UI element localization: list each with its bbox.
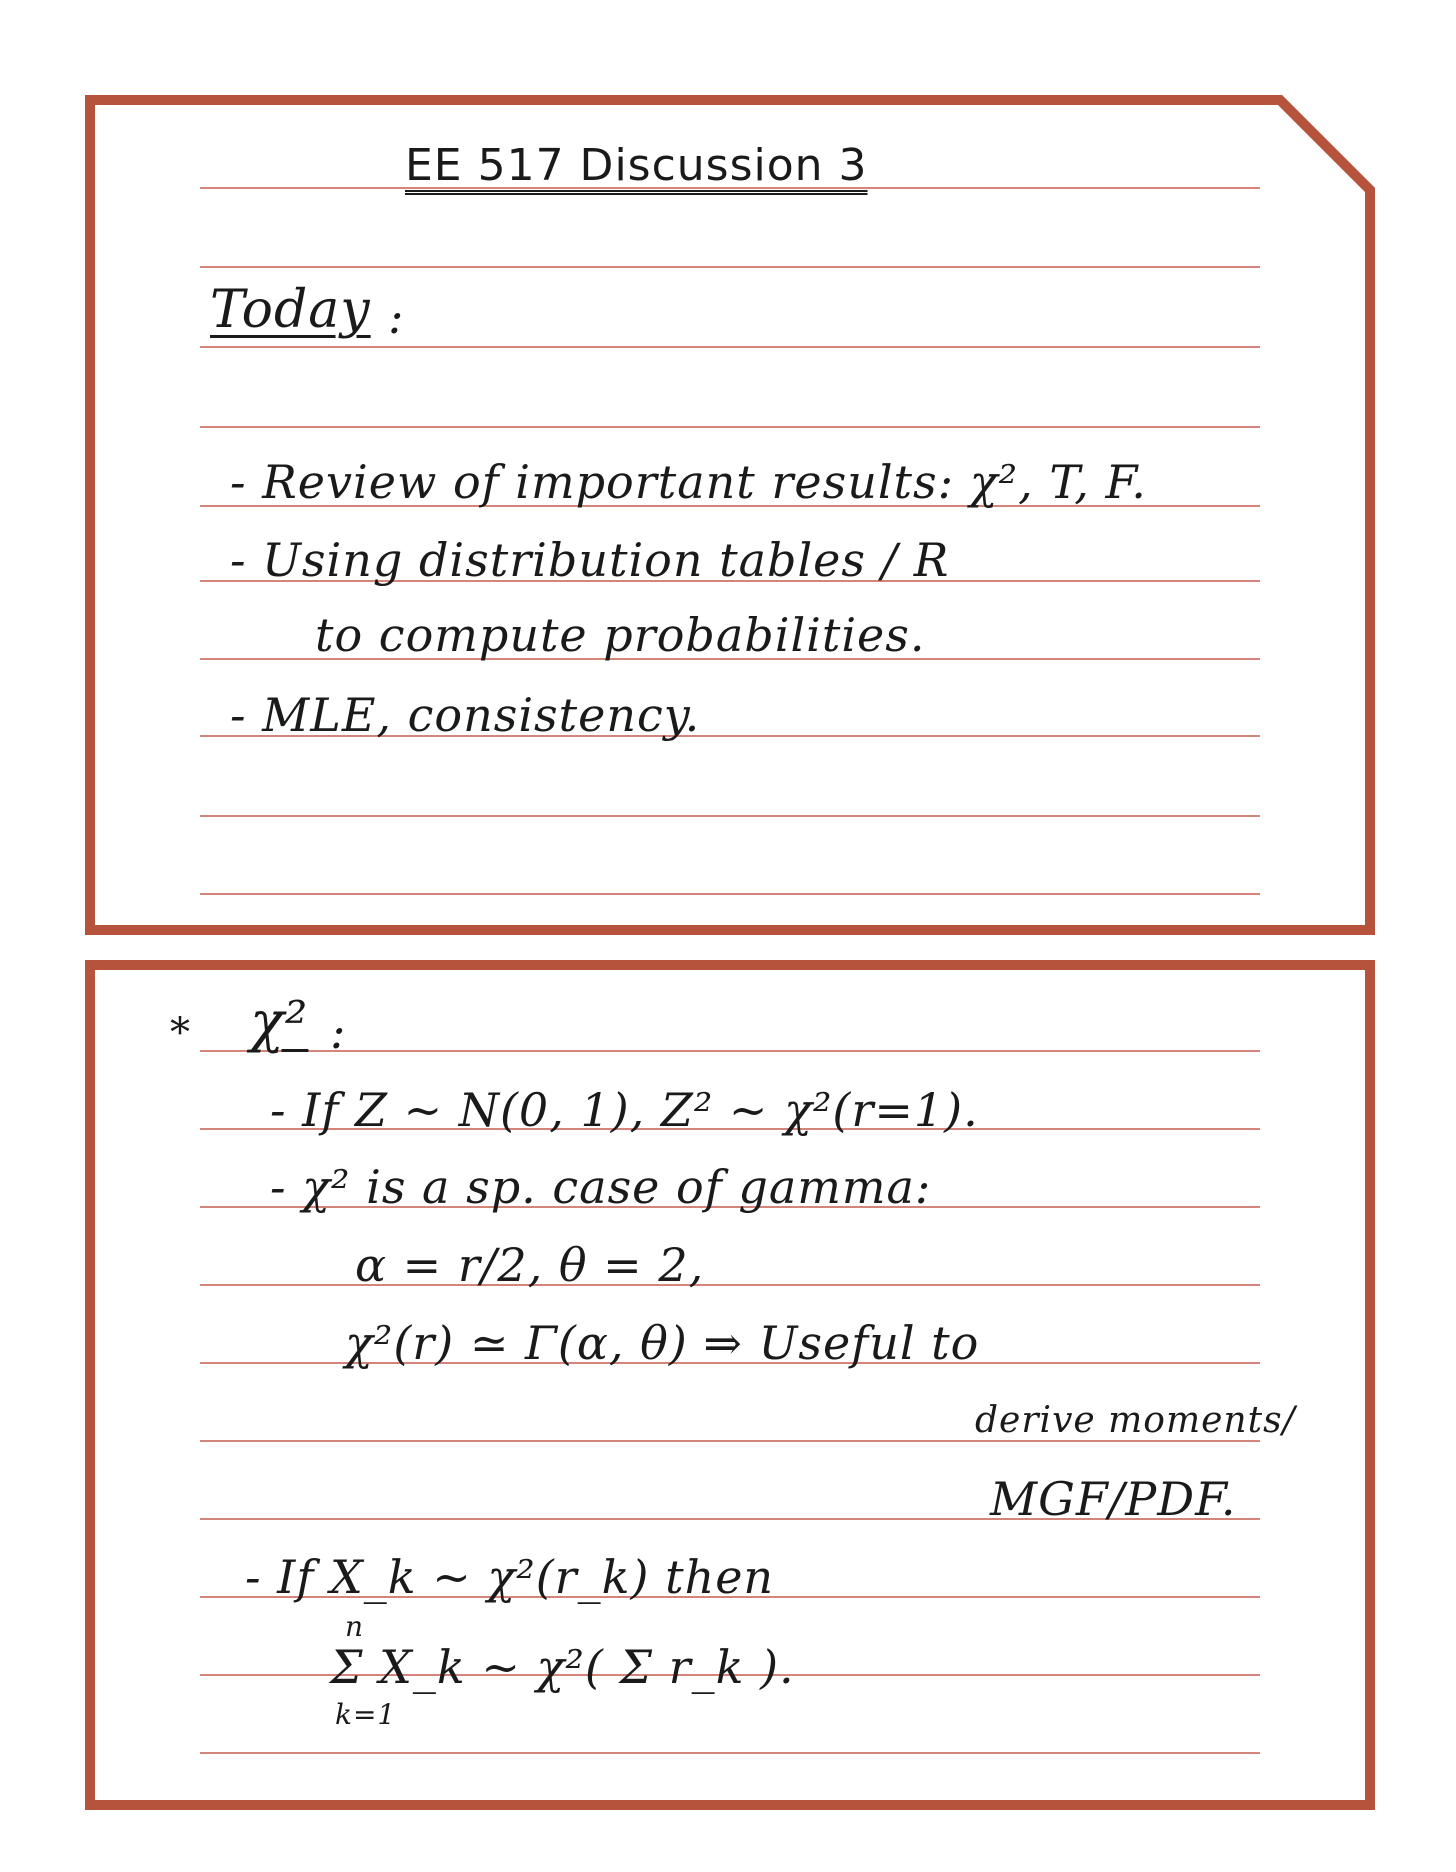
note-line-sum-condition: - If X_k ~ χ²(r_k) then <box>245 1550 775 1604</box>
note-line-mgf: MGF/PDF. <box>990 1472 1237 1526</box>
note-line-normal: - If Z ~ N(0, 1), Z² ~ χ²(r=1). <box>270 1083 979 1137</box>
agenda-item-review: - Review of important results: χ², T, F. <box>230 455 1147 509</box>
ruled-line <box>200 266 1260 268</box>
ruled-line <box>200 1050 1260 1052</box>
note-line-params: α = r/2, θ = 2, <box>355 1238 705 1292</box>
sum-upper-index: n <box>345 1610 365 1643</box>
ruled-line <box>200 893 1260 895</box>
star-bullet: * <box>170 1010 191 1056</box>
note-line-gamma: - χ² is a sp. case of gamma: <box>270 1160 932 1214</box>
note-line-sum-result: Σ X_k ~ χ²( Σ r_k ). <box>330 1640 795 1694</box>
note-line-equivalence: χ²(r) ≃ Γ(α, θ) ⇒ Useful to <box>345 1316 980 1370</box>
page-title: EE 517 Discussion 3 <box>405 140 868 191</box>
note-line-moments: derive moments/ <box>975 1400 1296 1441</box>
sum-lower-index: k=1 <box>335 1698 397 1731</box>
today-colon: : <box>388 290 405 344</box>
agenda-item-tables: - Using distribution tables / R <box>230 533 950 587</box>
index-card-top <box>85 95 1375 935</box>
agenda-item-tables-cont: to compute probabilities. <box>315 608 926 662</box>
today-heading: Today <box>210 280 371 340</box>
ruled-line <box>200 346 1260 348</box>
chi-squared-heading: χ² <box>250 990 309 1055</box>
card-top-frame <box>85 95 1375 935</box>
chi-squared-colon: : <box>330 1005 347 1059</box>
ruled-line <box>200 1752 1260 1754</box>
ruled-line <box>200 426 1260 428</box>
agenda-item-mle: - MLE, consistency. <box>230 688 701 742</box>
ruled-line <box>200 815 1260 817</box>
